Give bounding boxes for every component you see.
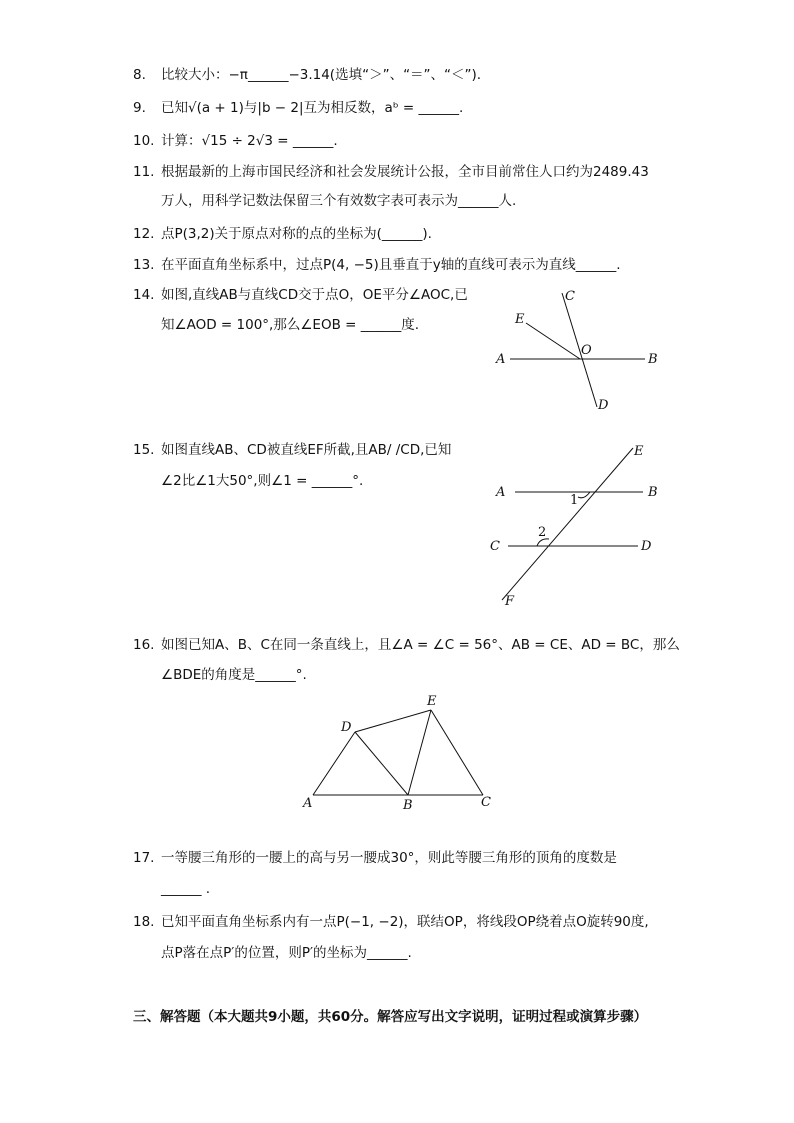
question-17 (133, 847, 673, 902)
section-heading: 三、解答题（本大题共9小题，共60分。解答应写出文字说明，证明过程或演算步骤） (133, 1009, 648, 1025)
question-text-line1: 如图已知A、B、C在同一条直线上，且∠A = ∠C = 56°、AB = CE、AD = BC，那么 (161, 637, 680, 653)
question-text-line2: ∠BDE的角度是______°. (161, 667, 307, 683)
label-c: C (490, 539, 500, 554)
question-number: 8. (133, 67, 146, 83)
question-text-line1: 根据最新的上海市国民经济和社会发展统计公报，全市目前常住人口约为2489.43 (161, 164, 649, 180)
question-text: 点P(3,2)关于原点对称的点的坐标为(______). (161, 226, 432, 242)
line-ef (502, 448, 633, 600)
question-number: 10. (133, 133, 155, 149)
question-15 (133, 439, 493, 494)
question-text-line2: 万人，用科学记数法保留三个有效数字表可表示为______人. (161, 193, 517, 209)
question-text-line1: 如图,直线AB与直线CD交于点O，OE平分∠AOC,已 (161, 287, 468, 303)
label-a: A (303, 796, 313, 811)
label-o: O (581, 343, 592, 358)
figure-14-intersecting-lines (490, 285, 670, 415)
label-b: B (648, 485, 658, 500)
question-number: 18. (133, 914, 155, 930)
label-a: A (496, 485, 506, 500)
segment-ad (313, 732, 355, 795)
segment-ec (431, 710, 483, 795)
label-c: C (481, 795, 491, 810)
question-text-line2: ______ . (161, 881, 211, 897)
label-e: E (427, 694, 437, 709)
question-text-line1: 一等腰三角形的一腰上的高与另一腰成30°，则此等腰三角形的顶角的度数是 (161, 850, 617, 866)
label-e: E (634, 444, 644, 459)
question-text: 在平面直角坐标系中，过点P(4, −5)且垂直于y轴的直线可表示为直线______. (161, 257, 621, 273)
label-d: D (598, 398, 609, 413)
question-number: 13. (133, 257, 155, 273)
question-number: 16. (133, 637, 155, 653)
label-b: B (648, 352, 658, 367)
segment-de (355, 710, 431, 732)
label-a: A (496, 352, 506, 367)
label-d: D (641, 539, 652, 554)
question-text-line1: 已知平面直角坐标系内有一点P(−1, −2)，联结OP，将线段OP绕着点O旋转90度, (161, 914, 649, 930)
question-number: 12. (133, 226, 155, 242)
question-number: 15. (133, 442, 155, 458)
question-11 (133, 161, 673, 211)
question-16 (133, 634, 680, 689)
label-f: F (505, 594, 515, 609)
ray-oe (526, 323, 580, 359)
angle-1-arc (578, 492, 590, 498)
label-c: C (565, 289, 575, 304)
figure-16-triangles (295, 690, 505, 815)
question-text: 已知√(a + 1)与|b − 2|互为相反数，aᵇ = ______. (161, 100, 464, 116)
segment-db (355, 732, 408, 795)
question-text: 计算：√15 ÷ 2√3 = ______. (161, 133, 338, 149)
question-number: 14. (133, 287, 155, 303)
question-text-line1: 如图直线AB、CD被直线EF所截,且AB/ /CD,已知 (161, 442, 452, 458)
question-text: 比较大小：−π______−3.14(选填“＞”、“＝”、“＜”). (161, 67, 482, 83)
question-text-line2: 知∠AOD = 100°,那么∠EOB = ______度. (161, 317, 420, 333)
label-b: B (403, 798, 413, 813)
question-18 (133, 911, 673, 966)
label-2: 2 (538, 525, 547, 540)
question-number: 9. (133, 100, 146, 116)
question-number: 11. (133, 164, 155, 180)
question-text-line2: 点P落在点P′的位置，则P′的坐标为______. (161, 945, 412, 961)
figure-15-parallel-lines (488, 440, 678, 610)
question-14 (133, 284, 493, 339)
label-1: 1 (570, 493, 579, 508)
question-text-line2: ∠2比∠1大50°,则∠1 = ______°. (161, 473, 364, 489)
label-e: E (515, 312, 525, 327)
label-d: D (341, 720, 352, 735)
question-number: 17. (133, 850, 155, 866)
segment-be (408, 710, 431, 795)
